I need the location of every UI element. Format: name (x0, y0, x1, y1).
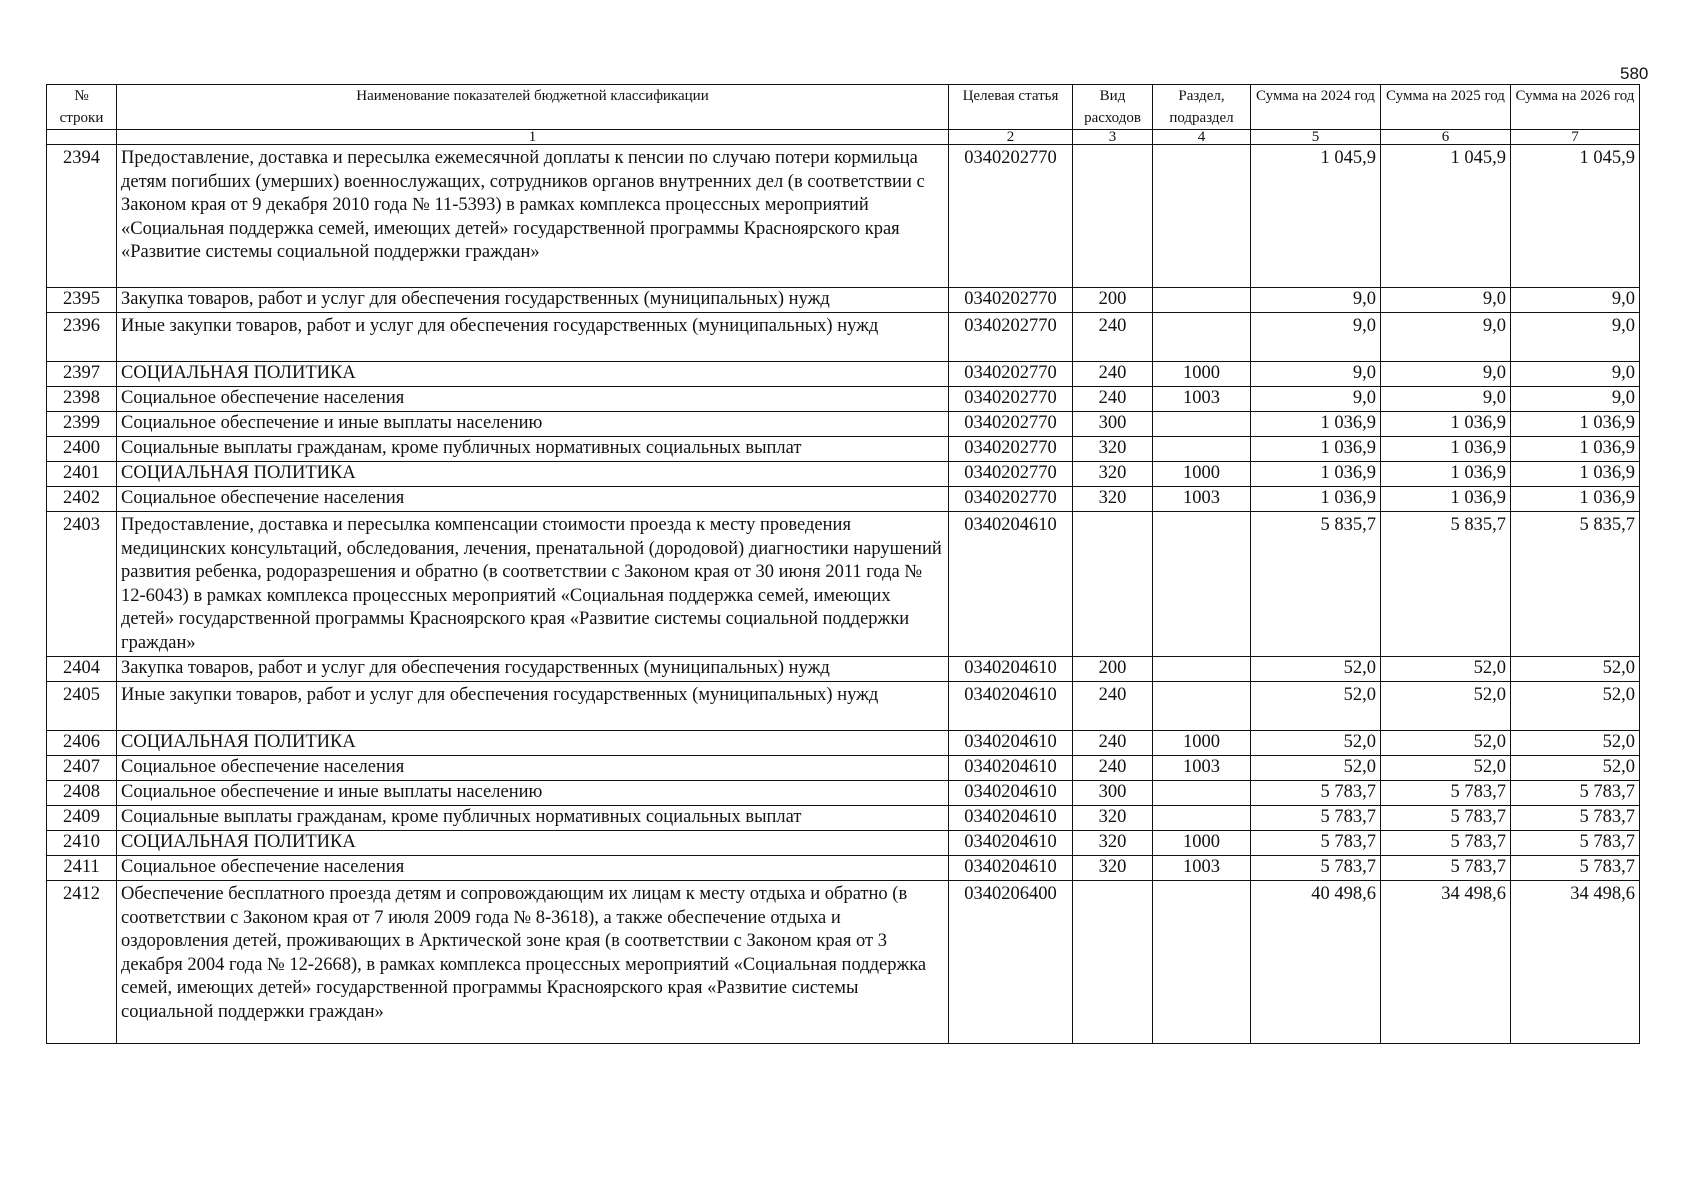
row-amount-2025: 5 783,7 (1381, 856, 1511, 881)
row-amount-2024: 5 783,7 (1251, 781, 1381, 806)
row-expense-kind: 200 (1073, 288, 1153, 313)
row-amount-2024: 5 783,7 (1251, 806, 1381, 831)
column-number-row (47, 130, 1640, 145)
row-amount-2026: 34 498,6 (1511, 881, 1640, 1044)
row-target-code: 0340204610 (949, 731, 1073, 756)
row-target-code: 0340202770 (949, 462, 1073, 487)
row-amount-2026: 5 783,7 (1511, 831, 1640, 856)
row-target-code: 0340202770 (949, 487, 1073, 512)
row-amount-2025: 5 783,7 (1381, 831, 1511, 856)
row-amount-2026: 5 783,7 (1511, 806, 1640, 831)
row-amount-2024: 52,0 (1251, 731, 1381, 756)
table-row (47, 781, 1640, 806)
column-number: 4 (1153, 130, 1251, 145)
row-number: 2401 (47, 462, 117, 487)
row-amount-2024: 1 036,9 (1251, 437, 1381, 462)
column-number (47, 130, 117, 145)
table-row (47, 657, 1640, 682)
row-amount-2024: 9,0 (1251, 288, 1381, 313)
row-expense-kind (1073, 512, 1153, 657)
row-amount-2024: 52,0 (1251, 756, 1381, 781)
row-amount-2024: 5 835,7 (1251, 512, 1381, 657)
row-section: 1003 (1153, 487, 1251, 512)
row-target-code: 0340204610 (949, 856, 1073, 881)
row-expense-kind: 240 (1073, 731, 1153, 756)
row-section (1153, 881, 1251, 1044)
row-name: Обеспечение бесплатного проезда детям и сопровождающим их лицам к месту отдыха и обратно (в соответствии с Законом края от 7 июля 2009 года № 8-3618), а также обеспечение отдыха и оздоровления детей, проживающих в Арктической зоне края (в соответствии с Законом края от 3 декабря 2004 года № 12-2668), в рамках комплекса процессных мероприятий «Социальная поддержка семей, имеющих детей» государственной программы Красноярского края «Развитие системы социальной поддержки граждан» (117, 881, 949, 1044)
row-name: СОЦИАЛЬНАЯ ПОЛИТИКА (117, 362, 949, 387)
row-target-code: 0340204610 (949, 806, 1073, 831)
row-target-code: 0340204610 (949, 512, 1073, 657)
row-amount-2025: 52,0 (1381, 657, 1511, 682)
header-kind: Вид расходов (1073, 85, 1153, 130)
row-section: 1000 (1153, 831, 1251, 856)
row-target-code: 0340202770 (949, 362, 1073, 387)
row-amount-2024: 40 498,6 (1251, 881, 1381, 1044)
header-2026: Сумма на 2026 год (1511, 85, 1640, 130)
row-section (1153, 781, 1251, 806)
row-section: 1003 (1153, 756, 1251, 781)
row-expense-kind: 240 (1073, 387, 1153, 412)
row-target-code: 0340202770 (949, 288, 1073, 313)
row-number: 2410 (47, 831, 117, 856)
row-number: 2405 (47, 682, 117, 731)
row-section: 1000 (1153, 362, 1251, 387)
row-section (1153, 412, 1251, 437)
row-section: 1003 (1153, 856, 1251, 881)
table-row (47, 462, 1640, 487)
row-number: 2394 (47, 145, 117, 288)
row-number: 2396 (47, 313, 117, 362)
row-amount-2024: 9,0 (1251, 387, 1381, 412)
row-amount-2024: 1 036,9 (1251, 412, 1381, 437)
row-amount-2025: 52,0 (1381, 682, 1511, 731)
row-number: 2403 (47, 512, 117, 657)
row-expense-kind: 320 (1073, 831, 1153, 856)
row-number: 2409 (47, 806, 117, 831)
header-row (47, 85, 1640, 130)
table-row (47, 362, 1640, 387)
row-expense-kind: 240 (1073, 756, 1153, 781)
row-amount-2026: 52,0 (1511, 756, 1640, 781)
row-amount-2025: 1 036,9 (1381, 487, 1511, 512)
row-amount-2024: 1 036,9 (1251, 487, 1381, 512)
row-amount-2025: 1 036,9 (1381, 462, 1511, 487)
table-row (47, 856, 1640, 881)
row-expense-kind: 200 (1073, 657, 1153, 682)
row-name: Предоставление, доставка и пересылка ежемесячной доплаты к пенсии по случаю потери кормильца детям погибших (умерших) военнослужащих, сотрудников органов внутренних дел (в соответствии с Законом края от 9 декабря 2010 года № 11-5393) в рамках комплекса процессных мероприятий «Социальная поддержка семей, имеющих детей» государственной программы Красноярского края «Развитие системы социальной поддержки граждан» (117, 145, 949, 288)
row-expense-kind: 320 (1073, 462, 1153, 487)
row-name: СОЦИАЛЬНАЯ ПОЛИТИКА (117, 731, 949, 756)
header-row-no: № строки (47, 85, 117, 130)
row-amount-2026: 52,0 (1511, 657, 1640, 682)
column-number: 2 (949, 130, 1073, 145)
row-amount-2026: 5 783,7 (1511, 781, 1640, 806)
row-expense-kind: 240 (1073, 362, 1153, 387)
row-name: Иные закупки товаров, работ и услуг для обеспечения государственных (муниципальных) нужд (117, 313, 949, 362)
column-number: 3 (1073, 130, 1153, 145)
row-section: 1000 (1153, 462, 1251, 487)
row-name: Социальное обеспечение населения (117, 387, 949, 412)
row-amount-2026: 9,0 (1511, 313, 1640, 362)
row-amount-2026: 5 783,7 (1511, 856, 1640, 881)
header-section: Раздел, подраздел (1153, 85, 1251, 130)
row-number: 2395 (47, 288, 117, 313)
row-expense-kind: 320 (1073, 856, 1153, 881)
row-number: 2404 (47, 657, 117, 682)
row-section (1153, 437, 1251, 462)
row-number: 2408 (47, 781, 117, 806)
row-amount-2026: 1 036,9 (1511, 487, 1640, 512)
table-row (47, 731, 1640, 756)
row-target-code: 0340202770 (949, 313, 1073, 362)
row-number: 2397 (47, 362, 117, 387)
row-section (1153, 145, 1251, 288)
row-section (1153, 313, 1251, 362)
row-amount-2024: 5 783,7 (1251, 856, 1381, 881)
row-section (1153, 512, 1251, 657)
table-row (47, 313, 1640, 362)
row-amount-2025: 5 783,7 (1381, 781, 1511, 806)
row-amount-2024: 9,0 (1251, 313, 1381, 362)
row-number: 2406 (47, 731, 117, 756)
row-name: Иные закупки товаров, работ и услуг для обеспечения государственных (муниципальных) нужд (117, 682, 949, 731)
row-amount-2025: 9,0 (1381, 362, 1511, 387)
row-amount-2026: 9,0 (1511, 288, 1640, 313)
row-amount-2025: 5 783,7 (1381, 806, 1511, 831)
table-row (47, 387, 1640, 412)
row-section (1153, 657, 1251, 682)
table-row (47, 412, 1640, 437)
row-amount-2025: 1 036,9 (1381, 437, 1511, 462)
header-2024: Сумма на 2024 год (1251, 85, 1381, 130)
table-row (47, 881, 1640, 1044)
page-number: 580 (1620, 64, 1649, 83)
row-amount-2025: 34 498,6 (1381, 881, 1511, 1044)
row-section (1153, 682, 1251, 731)
row-amount-2024: 5 783,7 (1251, 831, 1381, 856)
header-name: Наименование показателей бюджетной классификации (117, 85, 949, 130)
row-amount-2026: 52,0 (1511, 731, 1640, 756)
row-target-code: 0340204610 (949, 682, 1073, 731)
row-target-code: 0340202770 (949, 145, 1073, 288)
row-name: Закупка товаров, работ и услуг для обеспечения государственных (муниципальных) нужд (117, 288, 949, 313)
row-expense-kind: 300 (1073, 412, 1153, 437)
row-expense-kind: 240 (1073, 682, 1153, 731)
row-target-code: 0340204610 (949, 781, 1073, 806)
row-name: Социальное обеспечение населения (117, 856, 949, 881)
table-row (47, 831, 1640, 856)
row-amount-2026: 5 835,7 (1511, 512, 1640, 657)
row-amount-2026: 1 036,9 (1511, 412, 1640, 437)
row-amount-2025: 9,0 (1381, 288, 1511, 313)
table-row (47, 806, 1640, 831)
row-amount-2025: 9,0 (1381, 313, 1511, 362)
row-target-code: 0340206400 (949, 881, 1073, 1044)
table-row (47, 512, 1640, 657)
row-amount-2026: 9,0 (1511, 362, 1640, 387)
row-amount-2024: 1 045,9 (1251, 145, 1381, 288)
row-number: 2399 (47, 412, 117, 437)
row-section: 1000 (1153, 731, 1251, 756)
row-number: 2411 (47, 856, 117, 881)
header-2025: Сумма на 2025 год (1381, 85, 1511, 130)
row-amount-2025: 9,0 (1381, 387, 1511, 412)
row-amount-2026: 9,0 (1511, 387, 1640, 412)
column-number: 5 (1251, 130, 1381, 145)
row-name: СОЦИАЛЬНАЯ ПОЛИТИКА (117, 462, 949, 487)
row-amount-2025: 5 835,7 (1381, 512, 1511, 657)
row-name: СОЦИАЛЬНАЯ ПОЛИТИКА (117, 831, 949, 856)
row-number: 2398 (47, 387, 117, 412)
row-expense-kind: 300 (1073, 781, 1153, 806)
row-expense-kind: 320 (1073, 806, 1153, 831)
row-expense-kind: 320 (1073, 437, 1153, 462)
row-amount-2024: 9,0 (1251, 362, 1381, 387)
row-number: 2412 (47, 881, 117, 1044)
row-name: Социальное обеспечение населения (117, 756, 949, 781)
row-number: 2407 (47, 756, 117, 781)
row-section (1153, 806, 1251, 831)
row-target-code: 0340204610 (949, 657, 1073, 682)
row-name: Социальное обеспечение и иные выплаты населению (117, 781, 949, 806)
row-number: 2402 (47, 487, 117, 512)
column-number: 7 (1511, 130, 1640, 145)
row-name: Социальные выплаты гражданам, кроме публичных нормативных социальных выплат (117, 437, 949, 462)
table-row (47, 145, 1640, 288)
row-expense-kind (1073, 145, 1153, 288)
row-number: 2400 (47, 437, 117, 462)
row-name: Закупка товаров, работ и услуг для обеспечения государственных (муниципальных) нужд (117, 657, 949, 682)
column-number: 6 (1381, 130, 1511, 145)
table-row (47, 288, 1640, 313)
row-amount-2026: 1 045,9 (1511, 145, 1640, 288)
column-number: 1 (117, 130, 949, 145)
table-row (47, 756, 1640, 781)
row-name: Социальное обеспечение населения (117, 487, 949, 512)
row-target-code: 0340204610 (949, 831, 1073, 856)
table-row (47, 682, 1640, 731)
row-target-code: 0340202770 (949, 437, 1073, 462)
row-name: Социальные выплаты гражданам, кроме публичных нормативных социальных выплат (117, 806, 949, 831)
row-amount-2025: 52,0 (1381, 756, 1511, 781)
row-amount-2026: 52,0 (1511, 682, 1640, 731)
row-expense-kind: 320 (1073, 487, 1153, 512)
table-row (47, 487, 1640, 512)
row-amount-2025: 52,0 (1381, 731, 1511, 756)
row-name: Социальное обеспечение и иные выплаты населению (117, 412, 949, 437)
row-amount-2026: 1 036,9 (1511, 462, 1640, 487)
header-target: Целевая статья (949, 85, 1073, 130)
row-amount-2026: 1 036,9 (1511, 437, 1640, 462)
row-amount-2025: 1 036,9 (1381, 412, 1511, 437)
row-amount-2024: 52,0 (1251, 682, 1381, 731)
row-expense-kind: 240 (1073, 313, 1153, 362)
row-section (1153, 288, 1251, 313)
row-expense-kind (1073, 881, 1153, 1044)
row-section: 1003 (1153, 387, 1251, 412)
row-amount-2024: 52,0 (1251, 657, 1381, 682)
budget-table (46, 84, 1640, 1044)
row-name: Предоставление, доставка и пересылка компенсации стоимости проезда к месту проведения медицинских консультаций, обследования, лечения, пренатальной (дородовой) диагностики нарушений развития ребенка, родоразрешения и обратно (в соответствии с Законом края от 30 июня 2011 года № 12-6043) в рамках комплекса процессных мероприятий «Социальная поддержка семей, имеющих детей» государственной программы Красноярского края «Развитие системы социальной поддержки граждан» (117, 512, 949, 657)
table-row (47, 437, 1640, 462)
row-amount-2025: 1 045,9 (1381, 145, 1511, 288)
row-target-code: 0340202770 (949, 412, 1073, 437)
row-target-code: 0340204610 (949, 756, 1073, 781)
row-target-code: 0340202770 (949, 387, 1073, 412)
row-amount-2024: 1 036,9 (1251, 462, 1381, 487)
